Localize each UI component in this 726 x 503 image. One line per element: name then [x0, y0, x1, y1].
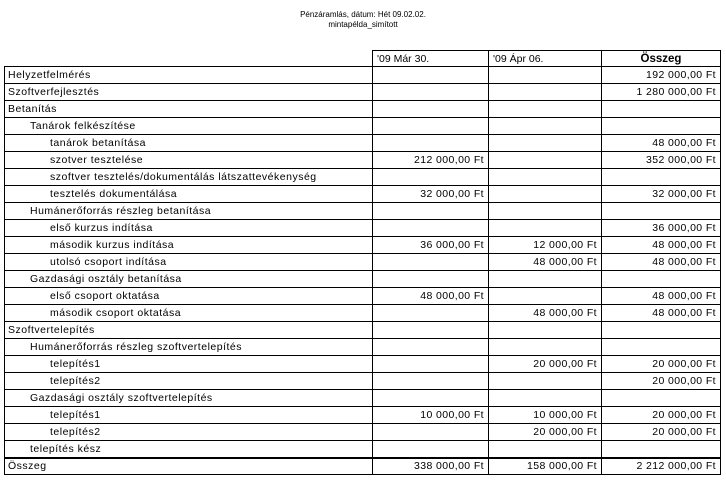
table-row [5, 135, 721, 152]
row-mar-value [373, 101, 489, 118]
table-row [5, 67, 721, 84]
row-label: Gazdasági osztály szoftvertelepítés [5, 390, 373, 407]
table-row [5, 118, 721, 135]
row-total-value: 20 000,00 Ft [602, 407, 721, 424]
row-total-value [602, 390, 721, 407]
table-row [5, 373, 721, 390]
row-mar-value: 48 000,00 Ft [373, 288, 489, 305]
row-mar-value [373, 67, 489, 84]
row-label: Humánerőforrás részleg betanítása [5, 203, 373, 220]
row-label: tanárok betanítása [5, 135, 373, 152]
row-apr-value [489, 322, 602, 339]
row-total-value: 192 000,00 Ft [602, 67, 721, 84]
row-apr-value [489, 101, 602, 118]
row-mar-value [373, 424, 489, 441]
table-row [5, 441, 721, 458]
table-row [5, 84, 721, 101]
grand-total-sum: 2 212 000,00 Ft [602, 458, 721, 475]
table-row [5, 305, 721, 322]
row-apr-value [489, 118, 602, 135]
row-label: telepítés1 [5, 356, 373, 373]
grand-total-row [5, 458, 721, 475]
row-apr-value: 48 000,00 Ft [489, 305, 602, 322]
row-apr-value [489, 84, 602, 101]
row-label: első csoport oktatása [5, 288, 373, 305]
row-label: Betanítás [5, 101, 373, 118]
row-apr-value [489, 169, 602, 186]
row-mar-value [373, 135, 489, 152]
table-row [5, 288, 721, 305]
row-total-value [602, 441, 721, 458]
grand-total-apr: 158 000,00 Ft [489, 458, 602, 475]
row-label: szoftver tesztelés/dokumentálás látszattevékenység [5, 169, 373, 186]
table-row [5, 424, 721, 441]
row-mar-value: 10 000,00 Ft [373, 407, 489, 424]
row-mar-value [373, 271, 489, 288]
row-mar-value [373, 322, 489, 339]
row-mar-value [373, 441, 489, 458]
report-header [0, 10, 726, 30]
table-row [5, 271, 721, 288]
row-apr-value: 12 000,00 Ft [489, 237, 602, 254]
row-mar-value [373, 305, 489, 322]
row-mar-value [373, 373, 489, 390]
row-apr-value: 48 000,00 Ft [489, 254, 602, 271]
report-title: Pénzáramlás, dátum: Hét 09.02.02. [300, 10, 426, 19]
table-row [5, 254, 721, 271]
row-mar-value [373, 84, 489, 101]
row-apr-value [489, 373, 602, 390]
header-label-cell [5, 51, 373, 67]
row-mar-value [373, 118, 489, 135]
row-apr-value [489, 203, 602, 220]
row-apr-value: 20 000,00 Ft [489, 356, 602, 373]
row-total-value: 48 000,00 Ft [602, 305, 721, 322]
header-row [5, 51, 721, 67]
row-total-value: 352 000,00 Ft [602, 152, 721, 169]
row-apr-value [489, 271, 602, 288]
row-total-value: 48 000,00 Ft [602, 288, 721, 305]
table-row [5, 322, 721, 339]
row-apr-value [489, 288, 602, 305]
row-label: második csoport oktatása [5, 305, 373, 322]
row-label: Szoftverfejlesztés [5, 84, 373, 101]
row-total-value: 20 000,00 Ft [602, 424, 721, 441]
row-total-value: 20 000,00 Ft [602, 356, 721, 373]
row-total-value [602, 339, 721, 356]
grand-total-label: Összeg [5, 458, 373, 475]
grand-total-mar: 338 000,00 Ft [373, 458, 489, 475]
row-label: első kurzus indítása [5, 220, 373, 237]
row-mar-value [373, 254, 489, 271]
row-label: telepítés kész [5, 441, 373, 458]
row-mar-value: 212 000,00 Ft [373, 152, 489, 169]
row-apr-value [489, 186, 602, 203]
table-row [5, 339, 721, 356]
row-apr-value [489, 220, 602, 237]
row-total-value: 48 000,00 Ft [602, 254, 721, 271]
row-total-value [602, 203, 721, 220]
table-row [5, 237, 721, 254]
row-apr-value: 20 000,00 Ft [489, 424, 602, 441]
header-date-apr: '09 Ápr 06. [489, 51, 602, 67]
header-total: Összeg [602, 51, 721, 67]
row-total-value: 48 000,00 Ft [602, 135, 721, 152]
row-mar-value: 32 000,00 Ft [373, 186, 489, 203]
row-mar-value [373, 169, 489, 186]
cashflow-table [4, 50, 721, 475]
row-total-value [602, 169, 721, 186]
row-mar-value [373, 339, 489, 356]
table-row [5, 356, 721, 373]
row-apr-value [489, 152, 602, 169]
cashflow-body [5, 67, 721, 458]
table-row [5, 407, 721, 424]
table-row [5, 186, 721, 203]
row-label: Humánerőforrás részleg szoftvertelepítés [5, 339, 373, 356]
row-total-value [602, 118, 721, 135]
row-label: tesztelés dokumentálása [5, 186, 373, 203]
row-label: Szoftvertelepítés [5, 322, 373, 339]
table-row [5, 152, 721, 169]
row-label: Helyzetfelmérés [5, 67, 373, 84]
row-label: második kurzus indítása [5, 237, 373, 254]
row-label: utolsó csoport indítása [5, 254, 373, 271]
header-date-mar: '09 Már 30. [373, 51, 489, 67]
row-mar-value [373, 390, 489, 407]
row-apr-value [489, 390, 602, 407]
row-apr-value [489, 441, 602, 458]
row-label: telepítés1 [5, 407, 373, 424]
row-mar-value [373, 220, 489, 237]
report-subtitle: mintapélda_simított [328, 20, 398, 29]
row-apr-value: 10 000,00 Ft [489, 407, 602, 424]
row-apr-value [489, 339, 602, 356]
row-mar-value [373, 356, 489, 373]
row-label: Gazdasági osztály betanítása [5, 271, 373, 288]
row-total-value: 1 280 000,00 Ft [602, 84, 721, 101]
row-mar-value: 36 000,00 Ft [373, 237, 489, 254]
row-apr-value [489, 135, 602, 152]
row-label: Tanárok felkészítése [5, 118, 373, 135]
row-mar-value [373, 203, 489, 220]
row-apr-value [489, 67, 602, 84]
row-total-value [602, 271, 721, 288]
table-row [5, 203, 721, 220]
row-total-value: 20 000,00 Ft [602, 373, 721, 390]
table-row [5, 169, 721, 186]
row-label: szotver tesztelése [5, 152, 373, 169]
table-row [5, 390, 721, 407]
row-total-value: 32 000,00 Ft [602, 186, 721, 203]
table-row [5, 101, 721, 118]
row-total-value [602, 101, 721, 118]
row-label: telepítés2 [5, 373, 373, 390]
row-total-value: 36 000,00 Ft [602, 220, 721, 237]
row-label: telepítés2 [5, 424, 373, 441]
table-row [5, 220, 721, 237]
row-total-value: 48 000,00 Ft [602, 237, 721, 254]
row-total-value [602, 322, 721, 339]
